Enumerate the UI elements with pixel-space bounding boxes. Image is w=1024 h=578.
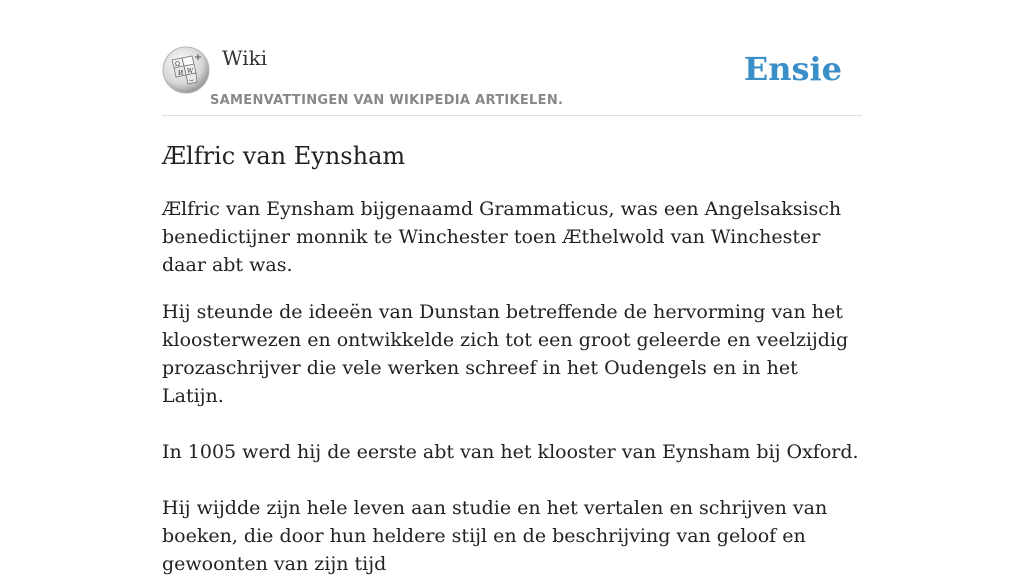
page: [162, 0, 862, 578]
svg-text:ب: ب: [189, 77, 194, 83]
article-paragraph: Ælfric van Eynsham bijgenaamd Grammaticus, was een Angelsaksisch benedictijner monnik te Winchester toen Æthelwold van Winchester daar abt was.: [162, 198, 842, 276]
article-paragraph: Hij steunde de ideeën van Dunstan betreffende de hervorming van het kloosterwezen en ontwikkelde zich tot een groot geleerde en veelzijdig prozaschrijver die vele werken schreef in het Oudengels en in het Latijn.: [162, 301, 849, 407]
svg-text:Ω: Ω: [175, 61, 180, 68]
article-paragraph: In 1005 werd hij de eerste abt van het klooster van Eynsham bij Oxford.: [162, 441, 859, 463]
site-name[interactable]: Wiki: [222, 46, 268, 70]
article-paragraph: Hij wijdde zijn hele leven aan studie en het vertalen en schrijven van boeken, die door hun heldere stijl en de beschrijving van geloof en gewoonten van zijn tijd: [162, 497, 828, 575]
svg-text:И: И: [178, 70, 184, 77]
wikipedia-globe-icon[interactable]: [162, 46, 210, 94]
site-header: [162, 0, 862, 116]
svg-text:W: W: [187, 68, 194, 75]
article-title: Ælfric van Eynsham: [162, 142, 406, 170]
site-tagline: SAMENVATTINGEN VAN WIKIPEDIA ARTIKELEN.: [210, 93, 564, 108]
article-content: [162, 142, 862, 578]
brand-logo-text[interactable]: Ensie: [743, 50, 842, 88]
